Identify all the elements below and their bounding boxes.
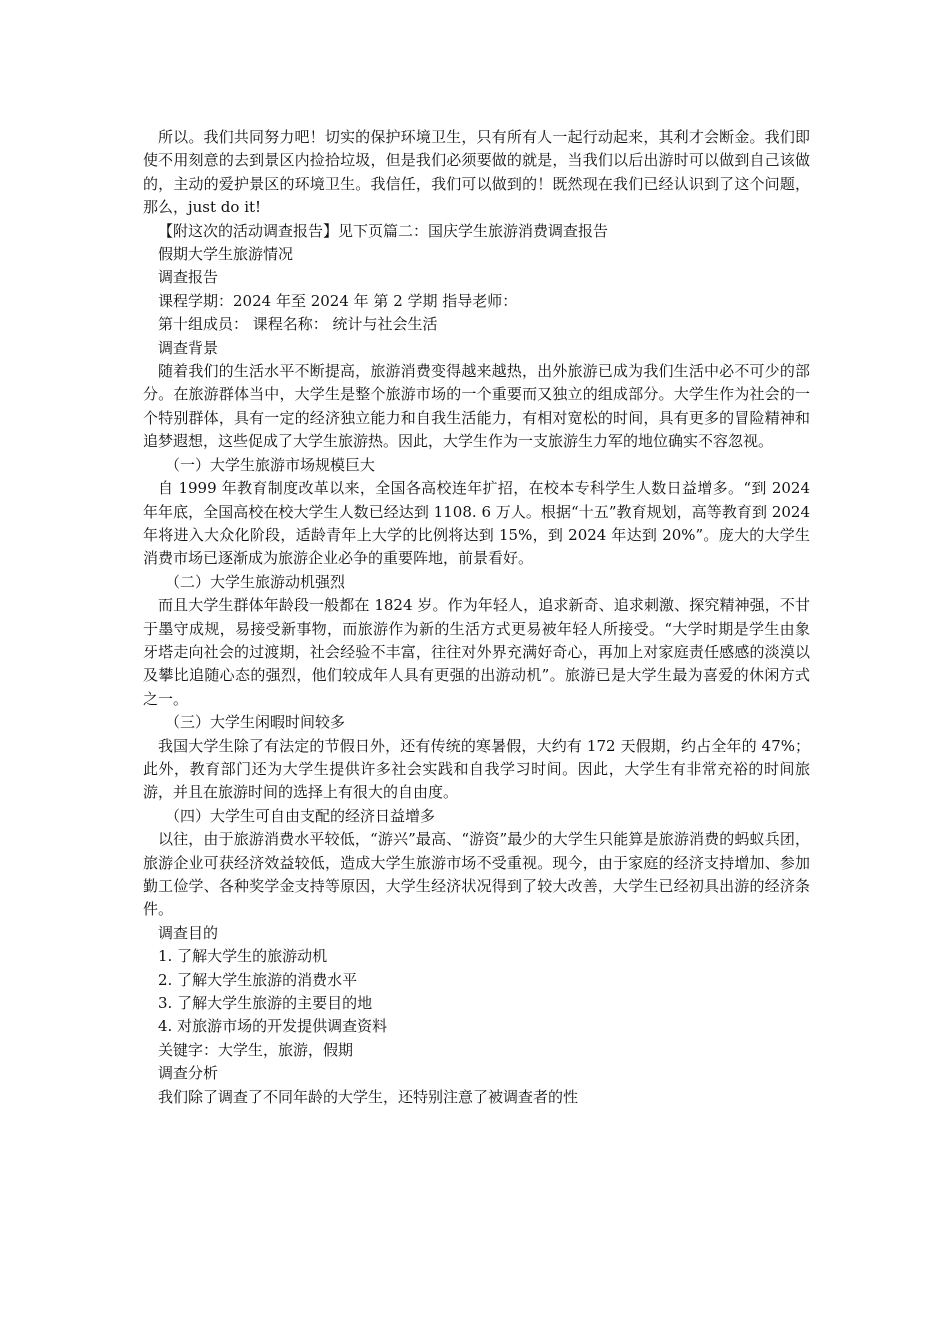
members-line: 第十组成员： 课程名称： 统计与社会生活: [158, 315, 438, 334]
analysis-paragraph: 我们除了调查了不同年龄的大学生，还特别注意了被调查者的性: [158, 1087, 579, 1106]
appendix-line: 【附这次的活动调查报告】见下页篇二：国庆学生旅游消费调查报告: [158, 221, 609, 240]
purpose-item: 2. 了解大学生旅游的消费水平: [158, 970, 358, 989]
purpose-item: 3. 了解大学生旅游的主要目的地: [158, 994, 373, 1013]
section2-heading: （二）大学生旅游动机强烈: [165, 572, 346, 591]
report-title-line-1: 假期大学生旅游情况: [158, 245, 294, 264]
section3-heading: （三）大学生闲暇时间较多: [165, 713, 346, 732]
analysis-heading: 调查分析: [158, 1064, 219, 1083]
section4-heading: （四）大学生可自由支配的经济日益增多: [165, 806, 436, 825]
section1-heading: （一）大学生旅游市场规模巨大: [165, 455, 376, 474]
background-paragraph: 随着我们的生活水平不断提高，旅游消费变得越来越热，出外旅游已成为我们生活中必不可少的部分。在旅游群体当中，大学生是整个旅游市场的一个重要而又独立的组成部分。大学生作为社会的一个特别群体，具有一定的经济独立能力和自我生活能力，有相对宽松的时间，具有更多的冒险精神和追梦遐想，这些促成了大学生旅游热。因此，大学生作为一支旅游生力军的地位确实不容忽视。: [143, 362, 810, 451]
purpose-item: 1. 了解大学生的旅游动机: [158, 947, 328, 966]
purpose-item: 4. 对旅游市场的开发提供调查资料: [158, 1017, 388, 1036]
report-title-line-2: 调查报告: [158, 268, 219, 287]
background-heading: 调查背景: [158, 338, 219, 357]
keywords-line: 关键字：大学生，旅游，假期: [158, 1040, 354, 1059]
section3-paragraph: 我国大学生除了有法定的节假日外，还有传统的寒暑假，大约有 172 天假期，约占全年的 47%；此外，教育部门还为大学生提供许多社会实践和自我学习时间。因此，大学生有非常充裕的时间旅游，并且在旅游时间的选择上有很大的自由度。: [143, 736, 810, 802]
section2-paragraph: 而且大学生群体年龄段一般都在 1824 岁。作为年轻人，追求新奇、追求刺激、探究精神强，不甘于墨守成规，易接受新事物，而旅游作为新的生活方式更易被年轻人所接受。“大学时期是学生由象牙塔走向社会的过渡期，社会经验不丰富，往往对外界充满好奇心，再加上对家庭责任感感的淡漠以及攀比追随心态的强烈，他们较成年人具有更强的出游动机”。旅游已是大学生最为喜爱的休闲方式之一。: [143, 596, 810, 708]
purpose-heading: 调查目的: [158, 923, 219, 942]
course-term-line: 课程学期：2024 年至 2024 年 第 2 学期 指导老师：: [158, 291, 518, 310]
document-page: [143, 126, 810, 1109]
section4-paragraph: 以往，由于旅游消费水平较低，“游兴”最高、“游资”最少的大学生只能算是旅游消费的蚂蚁兵团，旅游企业可获经济效益较低，造成大学生旅游市场不受重视。现今，由于家庭的经济支持增加、参加勤工俭学、各种奖学金支持等原因，大学生经济状况得到了较大改善，大学生已经初具出游的经济条件。: [143, 830, 810, 919]
section1-paragraph: 自 1999 年教育制度改革以来，全国各高校连年扩招，在校本专科学生人数日益增多。“到 2024 年年底，全国高校在校大学生人数已经达到 1108. 6 万人。根据“十五”教育规划，高等教育到 2024 年将进入大众化阶段，适龄青年上大学的比例将达到 15%，到 2024 年达到 20%”。庞大的大学生消费市场已逐渐成为旅游企业必争的重要阵地，前景看好。: [143, 479, 810, 568]
intro-paragraph: 所以。我们共同努力吧！切实的保护环境卫生，只有所有人一起行动起来，其利才会断金。我们即使不用刻意的去到景区内捡拾垃圾，但是我们必须要做的就是，当我们以后出游时可以做到自己该做的，主动的爱护景区的环境卫生。我信任，我们可以做到的！既然现在我们已经认识到了这个问题，那么，just do it!: [143, 128, 810, 217]
